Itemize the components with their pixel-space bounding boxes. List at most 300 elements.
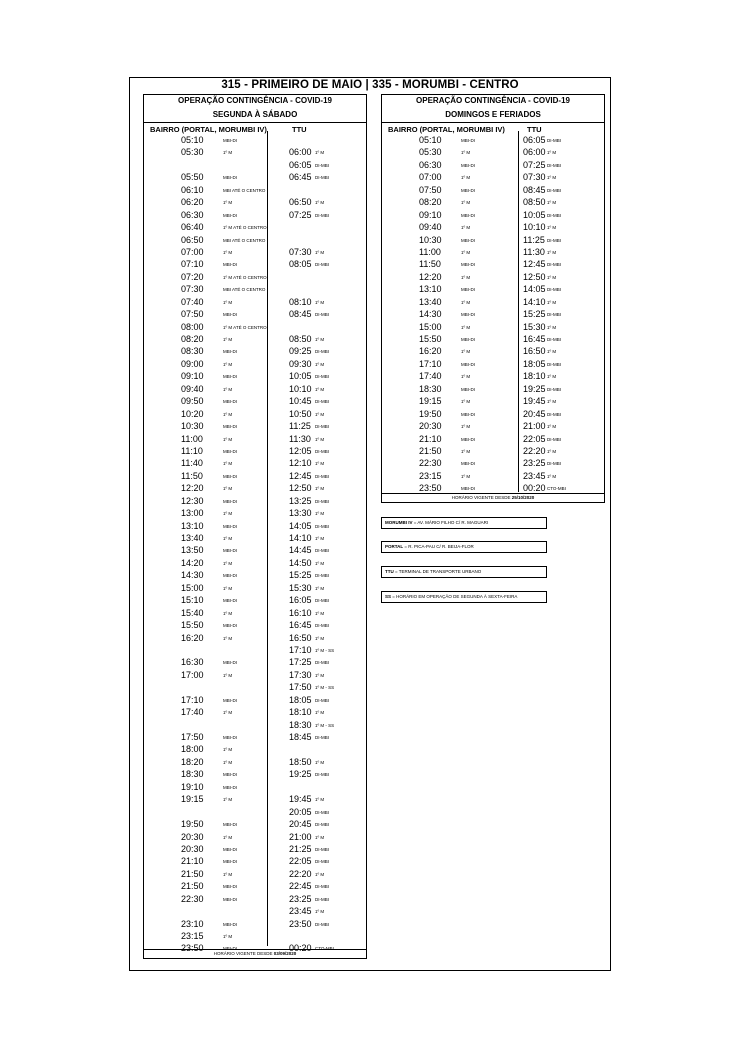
departure-time-bairro: 17:10 [181, 694, 204, 705]
departure-time-bairro: 11:00 [181, 433, 203, 444]
departure-time-ttu: 16:45 [523, 334, 546, 344]
route-tag-bairro: MBI-DI [461, 138, 475, 143]
route-tag-bairro: 1º M [223, 337, 233, 342]
route-tag-bairro: MBI-DI [223, 784, 237, 790]
departure-time-ttu: 12:50 [289, 483, 312, 494]
departure-time-bairro: 08:20 [181, 334, 204, 344]
departure-time-bairro: 13:40 [181, 533, 204, 543]
route-tag-bairro: MBI-DI [461, 461, 475, 467]
table-row [144, 558, 366, 570]
route-tag-bairro: 1º M [223, 710, 233, 716]
route-tag-ttu: 1º M [315, 337, 325, 342]
table-row [144, 483, 366, 495]
table-row [144, 371, 366, 383]
route-tag-ttu: 1º M [315, 560, 325, 566]
route-tag-bairro: MBI-DI [223, 175, 237, 181]
route-tag-bairro: MBI-DI [461, 386, 475, 392]
route-tag-bairro: 1º M [461, 424, 471, 430]
route-tag-bairro: MBI-DI [461, 212, 475, 218]
route-tag-ttu: 1º M [315, 909, 325, 915]
route-tag-ttu: DI-MBI [315, 399, 329, 405]
route-tag-bairro: MBI-DI [223, 859, 237, 865]
departure-time-bairro: 05:30 [419, 147, 442, 158]
table-row [144, 434, 366, 446]
table-row [382, 458, 604, 470]
route-tag-ttu: DI-MBI [547, 162, 561, 168]
departure-time-ttu: 07:25 [523, 159, 546, 170]
route-tag-bairro: MBI-DI [223, 399, 237, 405]
table-row [144, 881, 366, 893]
route-tag-ttu: 1º M [315, 411, 325, 417]
departure-time-bairro: 09:50 [181, 396, 204, 407]
departure-time-bairro: 20:30 [181, 843, 204, 854]
departure-time-ttu: 22:20 [289, 868, 312, 879]
route-tag-bairro: MBI-DI [223, 262, 237, 268]
route-tag-ttu: 1º M [315, 249, 325, 255]
table-row [144, 346, 366, 358]
table-row [144, 769, 366, 781]
table-row [382, 272, 604, 284]
departure-time-ttu: 23:45 [289, 906, 312, 917]
departure-time-bairro: 20:30 [181, 831, 204, 842]
departure-time-ttu: 19:25 [289, 769, 312, 780]
route-tag-ttu: 1º M - SS [315, 647, 335, 653]
departure-time-bairro: 20:30 [419, 421, 442, 432]
table-row [144, 732, 366, 744]
departure-time-ttu: 18:45 [289, 732, 312, 742]
departure-time-ttu: 16:05 [289, 595, 312, 606]
route-tag-bairro: 1º M [223, 200, 233, 206]
route-tag-ttu: 1º M - SS [315, 685, 335, 691]
route-tag-bairro: MBI-DI [223, 573, 237, 579]
table-row [144, 421, 366, 433]
table-row [144, 284, 366, 296]
departure-time-ttu: 15:30 [523, 321, 546, 332]
route-tag-bairro: MBI-DI [461, 237, 475, 243]
route-tag-ttu: 1º M [547, 374, 557, 380]
route-tag-bairro: MBI-DI [461, 187, 475, 193]
legend-text: = R. PICA-PAU C/ R. BEIJA-FLOR [403, 544, 474, 549]
route-tag-ttu: 1º M [547, 399, 557, 405]
holiday-footer-prefix: HORÁRIO VIGENTE DESDE [451, 495, 512, 500]
route-tag-ttu: DI-MBI [315, 623, 329, 629]
table-row [144, 782, 366, 794]
route-tag-ttu: 1º M [315, 635, 325, 641]
route-tag-ttu: DI-MBI [315, 884, 329, 890]
route-tag-ttu: DI-MBI [315, 846, 329, 852]
route-tag-bairro: MBI-DI [223, 884, 237, 890]
route-tag-ttu: 1º M [315, 511, 325, 517]
departure-time-bairro: 05:30 [181, 147, 204, 158]
route-tag-ttu: DI-MBI [547, 361, 561, 367]
route-tag-ttu: 1º M [315, 200, 325, 206]
departure-time-bairro: 06:50 [181, 234, 204, 245]
route-tag-bairro: MBI ATÉ O CENTRO [223, 287, 266, 293]
weekday-footer [144, 949, 366, 958]
table-row [144, 135, 366, 147]
column-header-bairro: BAIRRO (PORTAL, MORUMBI IV) [388, 125, 505, 134]
route-tag-ttu: 1º M [547, 225, 557, 231]
route-tag-ttu: DI-MBI [315, 424, 329, 430]
departure-time-bairro: 17:40 [419, 371, 442, 382]
departure-time-bairro: 05:10 [181, 135, 204, 145]
departure-time-ttu: 17:50 [289, 682, 312, 693]
route-tag-bairro: MBI-DI [223, 735, 237, 740]
table-row [144, 707, 366, 719]
departure-time-ttu: 00:20 [523, 483, 546, 494]
route-tag-ttu: 1º M - SS [315, 722, 335, 728]
legend-key: TTU [385, 569, 394, 574]
departure-time-bairro: 14:30 [419, 309, 442, 320]
departure-time-bairro: 15:40 [181, 607, 204, 618]
route-tag-ttu: 1º M [547, 249, 557, 255]
route-tag-ttu: DI-MBI [315, 598, 329, 604]
table-row [144, 197, 366, 209]
departure-time-bairro: 19:50 [181, 819, 204, 830]
legend-key: PORTAL [385, 544, 404, 549]
route-tag-bairro: MBI-DI [223, 822, 237, 828]
route-tag-bairro: 1º M [223, 249, 233, 255]
table-row [382, 284, 604, 296]
route-tag-bairro: MBI-DI [461, 486, 475, 492]
route-tag-bairro: MBI-DI [461, 262, 475, 268]
departure-time-bairro: 16:30 [181, 657, 204, 668]
departure-time-ttu: 15:25 [289, 570, 312, 581]
departure-time-bairro: 09:10 [419, 209, 442, 220]
legend-ss [381, 591, 547, 603]
route-tag-bairro: 1º M [461, 448, 471, 454]
route-tag-bairro: 1º M [461, 225, 471, 231]
departure-time-bairro: 23:15 [181, 931, 204, 941]
departure-time-ttu: 20:05 [289, 806, 312, 817]
departure-time-bairro: 23:50 [181, 943, 204, 954]
route-tag-bairro: MBI-DI [223, 424, 237, 430]
departure-time-bairro: 21:50 [181, 868, 204, 879]
route-tag-ttu: DI-MBI [547, 436, 561, 442]
departure-time-ttu: 12:10 [289, 458, 312, 469]
route-tag-bairro: 1º M [461, 349, 471, 355]
route-tag-ttu: DI-MBI [315, 660, 329, 666]
route-tag-bairro: MBI-DI [223, 212, 237, 218]
table-row [382, 235, 604, 247]
departure-time-ttu: 18:50 [289, 756, 312, 767]
departure-time-bairro: 23:50 [419, 483, 442, 494]
route-tag-bairro: MBI-DI [223, 896, 237, 902]
departure-time-ttu: 17:30 [289, 669, 312, 680]
departure-time-bairro: 07:10 [181, 259, 204, 270]
departure-time-ttu: 19:25 [523, 383, 546, 394]
table-row [144, 583, 366, 595]
departure-time-ttu: 20:45 [523, 408, 546, 419]
departure-time-bairro: 17:00 [181, 669, 204, 680]
route-tag-ttu: 1º M [315, 834, 325, 840]
departure-time-bairro: 16:20 [419, 346, 442, 357]
route-tag-ttu: DI-MBI [547, 411, 561, 417]
route-tag-ttu: 1º M [315, 710, 325, 716]
table-row [144, 160, 366, 172]
departure-time-ttu: 14:05 [523, 284, 546, 295]
route-tag-ttu: DI-MBI [547, 212, 561, 218]
departure-time-ttu: 11:30 [523, 246, 545, 257]
weekday-heading [144, 95, 366, 123]
departure-time-ttu: 18:30 [289, 719, 312, 730]
table-row [144, 235, 366, 247]
route-tag-ttu: DI-MBI [315, 896, 329, 902]
route-tag-ttu: DI-MBI [315, 312, 329, 318]
departure-time-ttu: 21:00 [523, 421, 546, 432]
table-row [144, 695, 366, 707]
departure-time-ttu: 00:20 [289, 943, 312, 954]
route-tag-bairro: 1º M [223, 934, 233, 939]
route-tag-bairro: MBI-DI [223, 548, 237, 554]
route-tag-ttu: 1º M [315, 436, 325, 442]
departure-time-bairro: 21:50 [419, 445, 442, 456]
table-row [144, 297, 366, 309]
departure-time-ttu: 10:05 [289, 371, 312, 382]
route-tag-ttu: 1º M [315, 610, 325, 616]
departure-time-bairro: 10:30 [181, 421, 204, 432]
route-tag-bairro: MBI-DI [223, 473, 237, 479]
route-tag-ttu: DI-MBI [547, 262, 561, 268]
departure-time-bairro: 13:50 [181, 545, 204, 556]
route-tag-ttu: 1º M [315, 150, 325, 156]
route-tag-ttu: 1º M [315, 361, 325, 367]
table-row [144, 147, 366, 159]
departure-time-ttu: 22:45 [289, 881, 312, 892]
departure-time-ttu: 16:10 [289, 607, 312, 618]
departure-time-ttu: 22:05 [289, 856, 312, 867]
table-row [144, 906, 366, 918]
table-row [382, 185, 604, 197]
departure-time-ttu: 20:45 [289, 819, 312, 830]
weekday-timetable [143, 94, 367, 959]
holiday-heading-operation: OPERAÇÃO CONTINGÊNCIA - COVID-19 [416, 96, 570, 105]
table-row [382, 135, 604, 147]
departure-time-bairro: 19:15 [181, 794, 204, 805]
route-tag-bairro: 1º M [223, 536, 233, 541]
weekday-heading-days: SEGUNDA À SÁBADO [212, 110, 298, 119]
departure-time-bairro: 12:30 [181, 495, 204, 506]
route-tag-ttu: CTO-MBI [547, 486, 566, 492]
table-row [144, 521, 366, 533]
departure-time-ttu: 23:25 [523, 458, 546, 469]
route-tag-ttu: 1º M [315, 759, 325, 765]
route-tag-bairro: 1º M [223, 797, 233, 803]
table-row [144, 222, 366, 234]
departure-time-ttu: 06:05 [289, 159, 312, 170]
departure-time-bairro: 12:20 [419, 271, 442, 282]
table-row [144, 869, 366, 881]
route-tag-ttu: DI-MBI [547, 187, 561, 193]
departure-time-ttu: 08:45 [289, 309, 312, 320]
route-tag-ttu: DI-MBI [547, 287, 561, 293]
route-tag-bairro: 1º M [461, 299, 471, 305]
route-tag-ttu: 1º M [547, 473, 557, 479]
departure-time-bairro: 15:00 [419, 321, 442, 332]
route-tag-ttu: DI-MBI [315, 212, 329, 218]
departure-time-ttu: 07:30 [523, 172, 546, 183]
holiday-heading-days: DOMINGOS E FERIADOS [445, 110, 541, 119]
route-tag-bairro: 1º M [223, 834, 233, 840]
departure-time-bairro: 21:50 [181, 881, 204, 892]
route-tag-ttu: 1º M [547, 150, 557, 156]
departure-time-ttu: 07:25 [289, 209, 312, 220]
route-tag-ttu: 1º M [315, 386, 325, 392]
route-tag-ttu: DI-MBI [315, 822, 329, 828]
route-tag-ttu: DI-MBI [315, 772, 329, 778]
route-tag-ttu: 1º M [315, 585, 325, 591]
table-row [144, 322, 366, 334]
departure-time-bairro: 12:20 [181, 483, 204, 494]
departure-time-ttu: 14:50 [289, 557, 312, 568]
table-row [144, 496, 366, 508]
route-tag-bairro: 1º M [223, 747, 233, 753]
route-tag-bairro: MBI ATÉ O CENTRO [223, 187, 266, 193]
weekday-heading-operation: OPERAÇÃO CONTINGÊNCIA - COVID-19 [178, 96, 332, 105]
departure-time-bairro: 09:10 [181, 371, 204, 382]
route-tag-bairro: MBI-DI [461, 436, 475, 442]
table-row [144, 645, 366, 657]
route-tag-ttu: DI-MBI [547, 461, 561, 467]
route-tag-bairro: MBI-DI [223, 498, 237, 504]
page-title: 315 - PRIMEIRO DE MAIO | 335 - MORUMBI - CENTRO [221, 79, 519, 91]
route-tag-bairro: MBI-DI [223, 921, 237, 927]
departure-time-bairro: 09:40 [181, 383, 204, 394]
route-tag-bairro: 1º M [223, 386, 233, 392]
route-tag-bairro: MBI-DI [461, 361, 475, 367]
departure-time-bairro: 05:10 [419, 135, 442, 145]
departure-time-ttu: 16:50 [523, 346, 546, 357]
departure-time-ttu: 18:10 [523, 371, 546, 382]
route-tag-ttu: 1º M [315, 797, 325, 803]
route-tag-ttu: 1º M [315, 461, 325, 467]
departure-time-ttu: 23:45 [523, 470, 546, 481]
departure-time-bairro: 19:15 [419, 396, 442, 407]
table-row [382, 259, 604, 271]
departure-time-bairro: 11:10 [181, 445, 203, 456]
weekday-rows [144, 135, 366, 956]
route-tag-bairro: 1º M [223, 436, 233, 442]
departure-time-ttu: 12:45 [289, 470, 312, 481]
route-tag-bairro: 1º M [461, 274, 471, 280]
departure-time-bairro: 14:20 [181, 557, 204, 568]
legend-key: SS [385, 594, 392, 599]
departure-time-ttu: 16:45 [289, 620, 312, 631]
table-row [382, 172, 604, 184]
table-row [382, 421, 604, 433]
route-tag-bairro: 1º M [223, 299, 233, 305]
table-row [144, 259, 366, 271]
table-row [144, 247, 366, 259]
table-row [144, 657, 366, 669]
departure-time-bairro: 10:20 [181, 408, 204, 419]
departure-time-bairro: 19:50 [419, 408, 442, 419]
departure-time-ttu: 14:10 [523, 296, 546, 307]
route-tag-bairro: 1º M [461, 249, 471, 255]
departure-time-ttu: 14:05 [289, 520, 312, 531]
legend-portal [381, 541, 547, 553]
table-row [382, 147, 604, 159]
table-row [382, 297, 604, 309]
route-tag-bairro: MBI-DI [223, 697, 237, 703]
table-row [144, 682, 366, 694]
departure-time-ttu: 08:50 [523, 197, 546, 208]
weekday-footer-date: 03/09/2020 [273, 951, 297, 956]
table-row [144, 533, 366, 545]
table-row [382, 247, 604, 259]
legend-ttu [381, 566, 547, 578]
route-tag-ttu: 1º M [315, 486, 325, 492]
weekday-column-headers [144, 123, 366, 135]
route-tag-bairro: MBI-DI [223, 772, 237, 778]
departure-time-ttu: 09:25 [289, 346, 312, 357]
table-row [144, 570, 366, 582]
departure-time-ttu: 08:50 [289, 334, 312, 344]
departure-time-ttu: 19:45 [523, 396, 546, 407]
departure-time-ttu: 15:25 [523, 309, 546, 320]
departure-time-bairro: 06:30 [419, 159, 442, 170]
holiday-rows [382, 135, 604, 496]
departure-time-ttu: 14:45 [289, 545, 312, 556]
departure-time-bairro: 18:30 [181, 769, 204, 780]
route-tag-bairro: MBI-DI [223, 523, 237, 529]
route-tag-ttu: 1º M [547, 448, 557, 454]
route-tag-ttu: DI-MBI [315, 697, 329, 703]
departure-time-bairro: 11:50 [419, 259, 441, 270]
departure-time-bairro: 09:40 [419, 222, 442, 233]
route-tag-bairro: 1º M [223, 871, 233, 877]
route-tag-bairro: 1º M [223, 511, 233, 517]
departure-time-bairro: 15:00 [181, 582, 204, 593]
table-row [382, 471, 604, 483]
departure-time-bairro: 21:10 [181, 856, 204, 867]
table-row [382, 160, 604, 172]
departure-time-bairro: 15:10 [181, 595, 204, 606]
departure-time-ttu: 06:05 [523, 135, 546, 145]
route-tag-ttu: DI-MBI [315, 573, 329, 579]
route-tag-ttu: CTO-MBI [315, 946, 334, 952]
departure-time-bairro: 18:20 [181, 756, 204, 767]
route-tag-bairro: 1º M [461, 175, 471, 181]
route-tag-bairro: 1º M [223, 759, 233, 765]
departure-time-ttu: 19:45 [289, 794, 312, 805]
column-header-bairro: BAIRRO (PORTAL, MORUMBI IV) [150, 125, 267, 134]
route-tag-bairro: MBI-DI [223, 349, 237, 355]
route-tag-bairro: 1º M [461, 374, 471, 380]
route-tag-ttu: 1º M [547, 424, 557, 430]
departure-time-ttu: 10:50 [289, 408, 312, 419]
departure-time-ttu: 18:10 [289, 707, 312, 718]
departure-time-bairro: 17:10 [419, 358, 442, 369]
route-tag-ttu: DI-MBI [315, 735, 329, 740]
table-row [144, 396, 366, 408]
table-row [144, 744, 366, 756]
route-tag-ttu: DI-MBI [547, 312, 561, 318]
route-tag-ttu: DI-MBI [315, 374, 329, 380]
route-tag-bairro: 1º M [223, 411, 233, 417]
table-row [144, 446, 366, 458]
departure-time-bairro: 08:30 [181, 346, 204, 357]
route-tag-bairro: 1º M [223, 635, 233, 641]
table-row [144, 595, 366, 607]
route-tag-bairro: 1º M [223, 672, 233, 678]
route-tag-ttu: DI-MBI [315, 448, 329, 454]
departure-time-bairro: 13:10 [419, 284, 442, 295]
departure-time-bairro: 08:00 [181, 321, 204, 332]
departure-time-bairro: 05:50 [181, 172, 204, 183]
route-tag-bairro: MBI-DI [223, 660, 237, 666]
route-tag-bairro: MBI-DI [223, 448, 237, 454]
